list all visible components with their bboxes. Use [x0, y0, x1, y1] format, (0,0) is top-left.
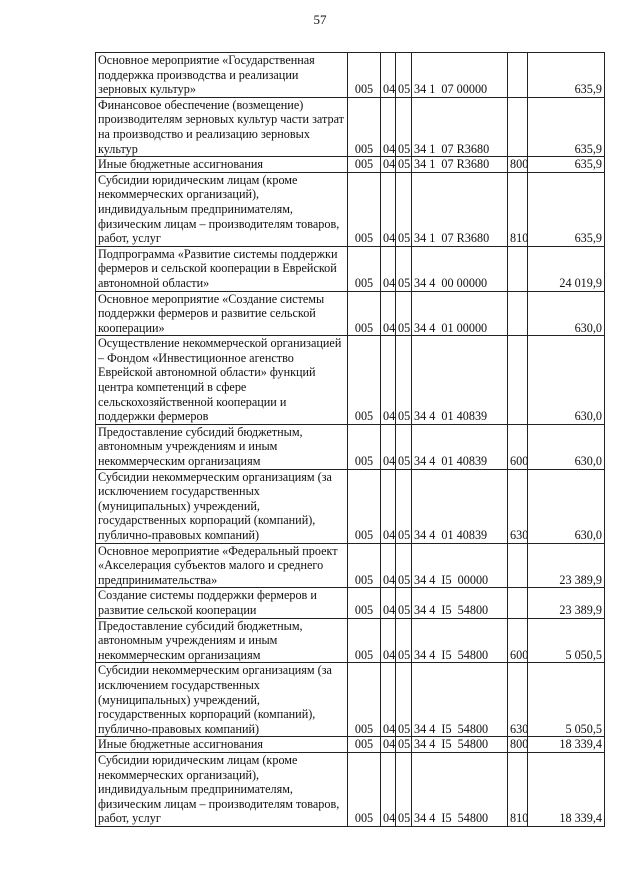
row-name: Осуществление некоммерческой организацией – Фондом «Инвестиционное агенство Еврейской автономной области» функций центра компетенций в сфере сельскохозяйственной кооперации и поддержки фермеров [96, 336, 348, 425]
amount: 24 019,9 [528, 246, 605, 291]
ministry-code: 005 [348, 246, 381, 291]
subsection-code: 05 [396, 752, 412, 826]
target-article-code: 34 4 01 40839 [412, 424, 508, 469]
row-name: Субсидии некоммерческим организациям (за исключением государственных (муниципальных) учреждений, государственных корпораций (компаний), публично-правовых компаний) [96, 469, 348, 543]
section-code: 04 [381, 53, 396, 98]
row-name: Подпрограмма «Развитие системы поддержки фермеров и сельской кооперации в Еврейской автономной области» [96, 246, 348, 291]
subsection-code: 05 [396, 663, 412, 737]
table-row [96, 663, 605, 737]
subsection-code: 05 [396, 157, 412, 173]
table-row [96, 157, 605, 173]
target-article-code: 34 1 07 R3680 [412, 172, 508, 246]
ministry-code: 005 [348, 53, 381, 98]
expense-type-code [508, 291, 528, 336]
subsection-code: 05 [396, 618, 412, 663]
table-row [96, 469, 605, 543]
row-name: Иные бюджетные ассигнования [96, 157, 348, 173]
subsection-code: 05 [396, 246, 412, 291]
target-article-code: 34 4 00 00000 [412, 246, 508, 291]
table-row [96, 424, 605, 469]
amount: 23 389,9 [528, 588, 605, 618]
expense-type-code [508, 336, 528, 425]
subsection-code: 05 [396, 97, 412, 156]
ministry-code: 005 [348, 291, 381, 336]
row-name: Субсидии некоммерческим организациям (за исключением государственных (муниципальных) учреждений, государственных корпораций (компаний), публично-правовых компаний) [96, 663, 348, 737]
page-number: 57 [313, 12, 327, 27]
table-row [96, 618, 605, 663]
ministry-code: 005 [348, 424, 381, 469]
expense-type-code [508, 97, 528, 156]
amount: 635,9 [528, 97, 605, 156]
section-code: 04 [381, 588, 396, 618]
amount: 5 050,5 [528, 618, 605, 663]
subsection-code: 05 [396, 588, 412, 618]
expense-type-code [508, 543, 528, 588]
expense-type-code: 630 [508, 663, 528, 737]
target-article-code: 34 4 I5 54800 [412, 752, 508, 826]
budget-table [95, 52, 605, 827]
row-name: Субсидии юридическим лицам (кроме некоммерческих организаций), индивидуальным предпринимателям, физическим лицам – производителям товаров, работ, услуг [96, 172, 348, 246]
subsection-code: 05 [396, 53, 412, 98]
expense-type-code: 810 [508, 172, 528, 246]
amount: 630,0 [528, 469, 605, 543]
section-code: 04 [381, 424, 396, 469]
ministry-code: 005 [348, 588, 381, 618]
expense-type-code [508, 246, 528, 291]
table-row [96, 737, 605, 753]
amount: 630,0 [528, 336, 605, 425]
expense-type-code: 800 [508, 737, 528, 753]
table-row [96, 246, 605, 291]
table-row [96, 53, 605, 98]
section-code: 04 [381, 157, 396, 173]
expense-type-code: 800 [508, 157, 528, 173]
table-row [96, 752, 605, 826]
amount: 635,9 [528, 172, 605, 246]
amount: 635,9 [528, 157, 605, 173]
section-code: 04 [381, 737, 396, 753]
target-article-code: 34 4 I5 54800 [412, 618, 508, 663]
target-article-code: 34 4 I5 54800 [412, 588, 508, 618]
target-article-code: 34 4 01 40839 [412, 469, 508, 543]
target-article-code: 34 4 01 40839 [412, 336, 508, 425]
ministry-code: 005 [348, 663, 381, 737]
section-code: 04 [381, 336, 396, 425]
section-code: 04 [381, 663, 396, 737]
row-name: Предоставление субсидий бюджетным, автономным учреждениям и иным некоммерческим организациям [96, 424, 348, 469]
row-name: Основное мероприятие «Создание системы поддержки фермеров и развитие сельской кооперации» [96, 291, 348, 336]
ministry-code: 005 [348, 97, 381, 156]
expense-type-code: 600 [508, 618, 528, 663]
amount: 18 339,4 [528, 752, 605, 826]
expense-type-code: 810 [508, 752, 528, 826]
amount: 5 050,5 [528, 663, 605, 737]
subsection-code: 05 [396, 543, 412, 588]
row-name: Иные бюджетные ассигнования [96, 737, 348, 753]
subsection-code: 05 [396, 737, 412, 753]
table-body [96, 53, 605, 827]
ministry-code: 005 [348, 469, 381, 543]
ministry-code: 005 [348, 172, 381, 246]
table-row [96, 588, 605, 618]
section-code: 04 [381, 291, 396, 336]
table-row [96, 97, 605, 156]
section-code: 04 [381, 172, 396, 246]
table-row [96, 172, 605, 246]
subsection-code: 05 [396, 291, 412, 336]
amount: 630,0 [528, 291, 605, 336]
table-row [96, 543, 605, 588]
ministry-code: 005 [348, 737, 381, 753]
row-name: Основное мероприятие «Государственная поддержка производства и реализации зерновых культур» [96, 53, 348, 98]
target-article-code: 34 1 07 R3680 [412, 97, 508, 156]
target-article-code: 34 4 I5 54800 [412, 737, 508, 753]
amount: 630,0 [528, 424, 605, 469]
ministry-code: 005 [348, 157, 381, 173]
table-row [96, 336, 605, 425]
subsection-code: 05 [396, 172, 412, 246]
target-article-code: 34 4 01 00000 [412, 291, 508, 336]
section-code: 04 [381, 246, 396, 291]
section-code: 04 [381, 97, 396, 156]
row-name: Основное мероприятие «Федеральный проект «Акселерация субъектов малого и среднего предпринимательства» [96, 543, 348, 588]
expense-type-code: 600 [508, 424, 528, 469]
table-row [96, 291, 605, 336]
section-code: 04 [381, 469, 396, 543]
expense-type-code [508, 53, 528, 98]
section-code: 04 [381, 543, 396, 588]
row-name: Субсидии юридическим лицам (кроме некоммерческих организаций), индивидуальным предпринимателям, физическим лицам – производителям товаров, работ, услуг [96, 752, 348, 826]
ministry-code: 005 [348, 543, 381, 588]
expense-type-code [508, 588, 528, 618]
target-article-code: 34 4 I5 00000 [412, 543, 508, 588]
section-code: 04 [381, 618, 396, 663]
row-name: Предоставление субсидий бюджетным, автономным учреждениям и иным некоммерческим организациям [96, 618, 348, 663]
row-name: Создание системы поддержки фермеров и развитие сельской кооперации [96, 588, 348, 618]
amount: 23 389,9 [528, 543, 605, 588]
target-article-code: 34 1 07 00000 [412, 53, 508, 98]
amount: 635,9 [528, 53, 605, 98]
subsection-code: 05 [396, 424, 412, 469]
section-code: 04 [381, 752, 396, 826]
subsection-code: 05 [396, 336, 412, 425]
ministry-code: 005 [348, 752, 381, 826]
target-article-code: 34 4 I5 54800 [412, 663, 508, 737]
row-name: Финансовое обеспечение (возмещение) производителям зерновых культур части затрат на производство и реализацию зерновых культур [96, 97, 348, 156]
amount: 18 339,4 [528, 737, 605, 753]
subsection-code: 05 [396, 469, 412, 543]
expense-type-code: 630 [508, 469, 528, 543]
target-article-code: 34 1 07 R3680 [412, 157, 508, 173]
ministry-code: 005 [348, 618, 381, 663]
ministry-code: 005 [348, 336, 381, 425]
